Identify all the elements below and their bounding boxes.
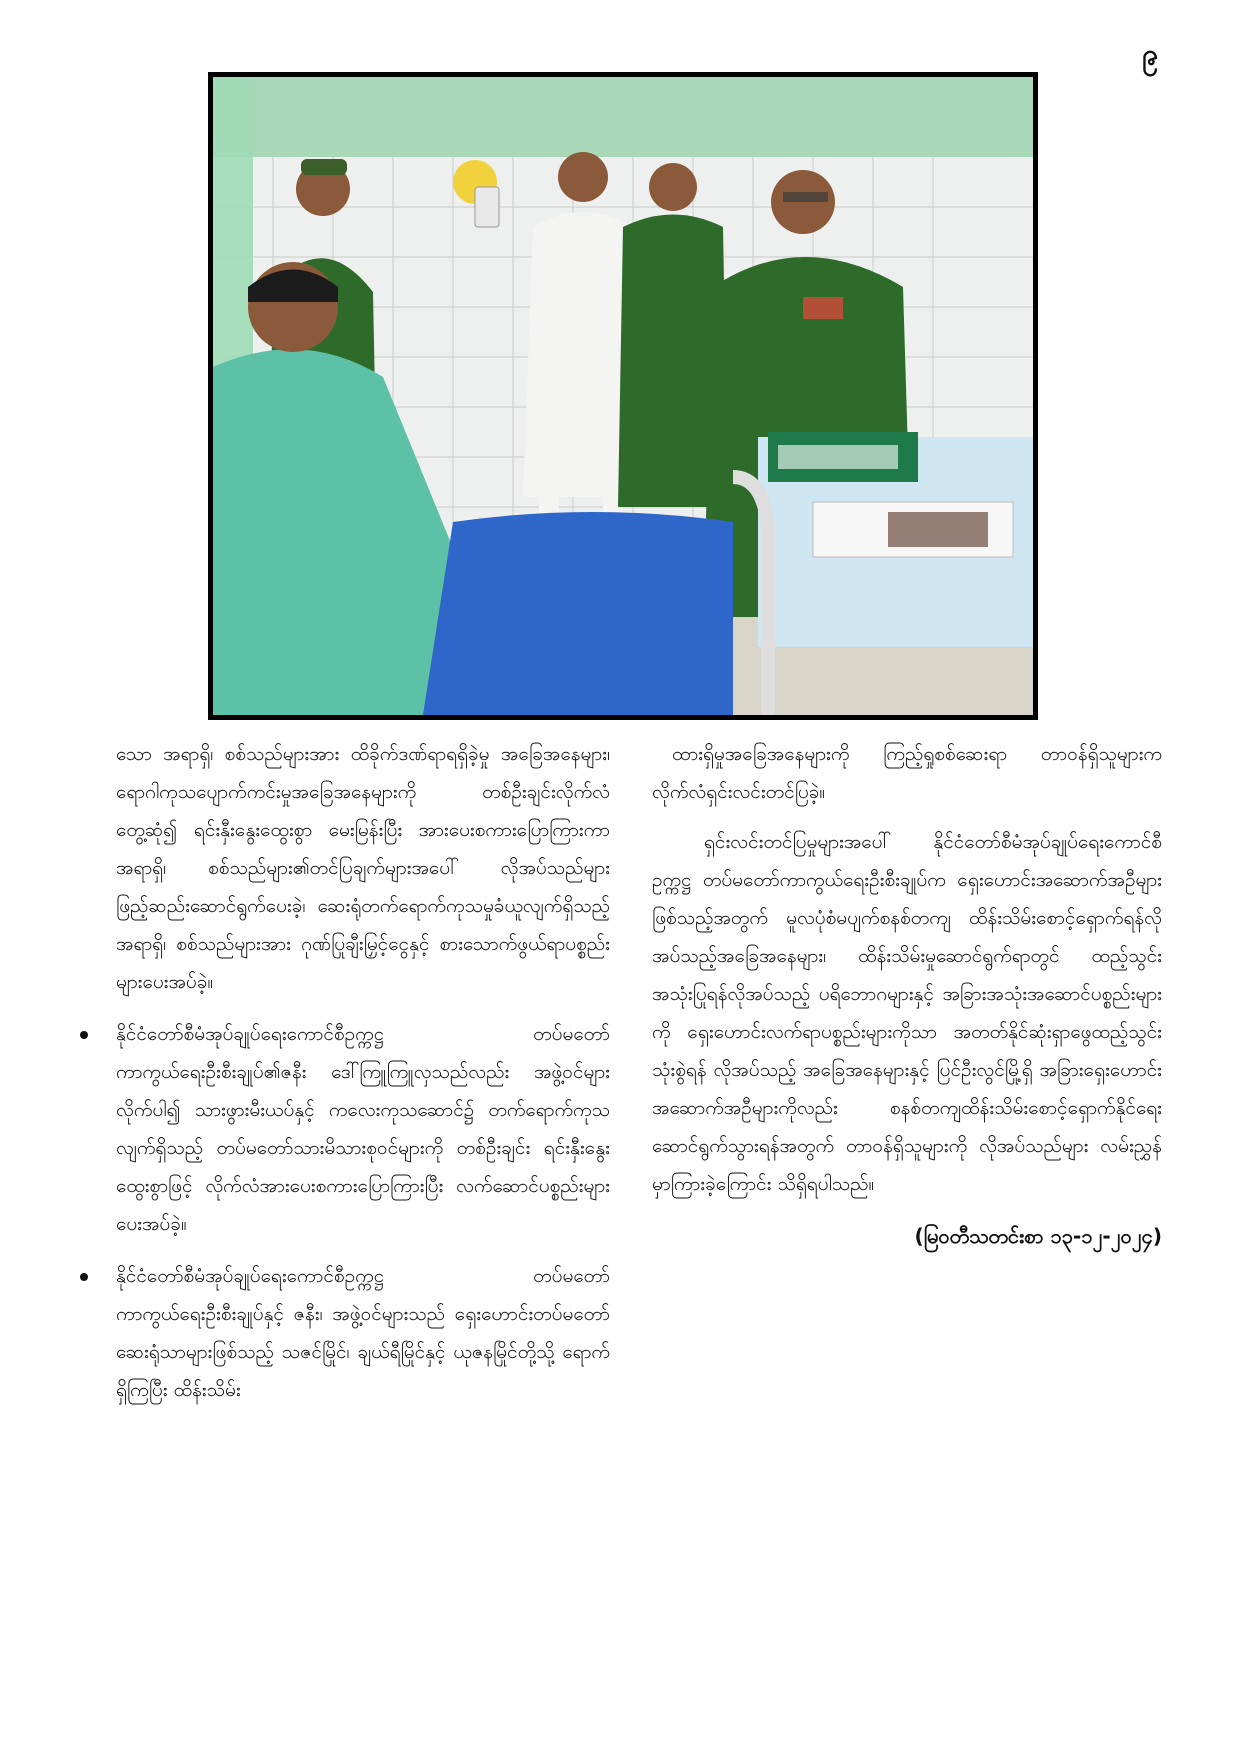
bullet-item	[80, 1015, 610, 1243]
source-citation: (မြဝတီသတင်းစာ ၁၃-၁၂-၂၀၂၄)	[914, 1224, 1162, 1248]
left-paragraph-1: သော အရာရှိ၊ စစ်သည်များအား ထိခိုက်ဒဏ်ရာရရှိခဲ့မှု အခြေအနေများ၊ ရောဂါကုသပျောက်ကင်းမှုအခြေအနေများကို တစ်ဦးချင်းလိုက်လံတွေ့ဆုံ၍ ရင်းနှီးနွေးထွေးစွာ မေးမြန်းပြီး အားပေးစကားပြောကြားကာ အရာရှိ၊ စစ်သည်များ၏တင်ပြချက်များအပေါ် လိုအပ်သည်များ ဖြည့်ဆည်းဆောင်ရွက်ပေးခဲ့၊ ဆေးရုံတက်ရောက်ကုသမှုခံယူလျက်ရှိသည့် အရာရှိ၊ စစ်သည်များအား ဂုဏ်ပြုချီးမြှင့်ငွေနှင့် စားသောက်ဖွယ်ရာပစ္စည်းများပေးအပ်ခဲ့။	[116, 743, 610, 993]
right-paragraph-2: ရှင်းလင်းတင်ပြမှုများအပေါ် နိုင်ငံတော်စီမံအုပ်ချုပ်ရေးကောင်စီဥက္ကဋ္ဌ တပ်မတော်ကာကွယ်ရေးဦးစီးချုပ်က ရှေးဟောင်းအဆောက်အဦများဖြစ်သည့်အတွက် မူလပုံစံမပျက်စနစ်တကျ ထိန်းသိမ်းစောင့်ရှောက်ရန်လိုအပ်သည့်အခြေအနေများ၊ ထိန်းသိမ်းမှုဆောင်ရွက်ရာတွင် ထည့်သွင်းအသုံးပြုရန်လိုအပ်သည့် ပရိဘောဂများနှင့် အခြားအသုံးအဆောင်ပစ္စည်းများကို ရှေးဟောင်းလက်ရာပစ္စည်းများကိုသာ အတတ်နိုင်ဆုံးရှာဖွေထည့်သွင်းသုံးစွဲရန် လိုအပ်သည့် အခြေအနေများနှင့် ပြင်ဦးလွင်မြို့ရှိ အခြားရှေးဟောင်းအဆောက်အဦများကိုလည်း စနစ်တကျထိန်းသိမ်းစောင့်ရှောက်နိုင်ရေး ဆောင်ရွက်သွားရန်အတွက် တာဝန်ရှိသူများကို လိုအပ်သည်များ လမ်းညွှန်မှာကြားခဲ့ကြောင်း သိရှိရပါသည်။	[652, 831, 1162, 1195]
bullet-icon	[80, 1273, 88, 1281]
right-column	[652, 735, 1162, 1255]
right-paragraph-1: ထားရှိမှုအခြေအနေများကို ကြည့်ရှုစစ်ဆေးရာ တာဝန်ရှိသူများက လိုက်လံရှင်းလင်းတင်ပြခဲ့။	[652, 743, 1162, 803]
news-photo	[208, 72, 1038, 720]
bullet-icon	[80, 1031, 88, 1039]
bullet-1-text: နိုင်ငံတော်စီမံအုပ်ချုပ်ရေးကောင်စီဥက္ကဋ္ဌ တပ်မတော်ကာကွယ်ရေးဦးစီးချုပ်၏ဇနီး ဒေါ်ကြူကြူလှသည်လည်း အဖွဲ့ဝင်များလိုက်ပါ၍ သားဖွားမီးယပ်နှင့် ကလေးကုသဆောင်၌ တက်ရောက်ကုသလျက်ရှိသည့် တပ်မတော်သားမိသားစုဝင်များကို တစ်ဦးချင်း ရင်းနှီးနွေးထွေးစွာဖြင့် လိုက်လံအားပေးစကားပြောကြားပြီး လက်ဆောင်ပစ္စည်းများ ပေးအပ်ခဲ့။	[116, 1023, 610, 1235]
bullet-item	[80, 1257, 610, 1409]
page-number: ၉	[1142, 38, 1158, 71]
left-column	[80, 735, 610, 1409]
bullet-2-text: နိုင်ငံတော်စီမံအုပ်ချုပ်ရေးကောင်စီဥက္ကဋ္ဌ တပ်မတော်ကာကွယ်ရေးဦးစီးချုပ်နှင့် ဇနီး၊ အဖွဲ့ဝင်များသည် ရှေးဟောင်းတပ်မတော်ဆေးရုံသာများဖြစ်သည့် သဇင်မြိုင်၊ ချယ်ရီမြိုင်နှင့် ယုဇနမြိုင်တို့သို့ ရောက်ရှိကြပြီး ထိန်းသိမ်း	[116, 1265, 610, 1401]
